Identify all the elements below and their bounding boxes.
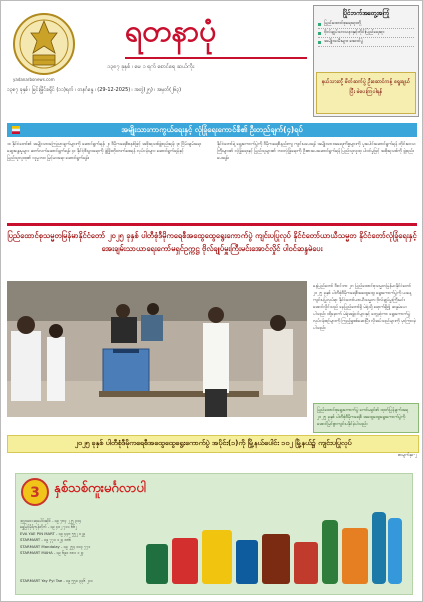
ad-contact: STARMART Mandalay - ၀၉ ၂၅၄ ၀၀၃ ၇၇၁ [20, 543, 91, 549]
election-banner [7, 435, 419, 453]
election-note-box [313, 403, 419, 433]
sidebar-box [313, 5, 419, 117]
masthead-rule [125, 57, 307, 59]
objectives-column-right: နိုင်ငံတော်ရဲ့ ရွေးကောက်ပွဲကို ဒီမိုကရေစီနည်းကျ ကျင်းပပေးရန် အမျိုးသားအရေးကိစ္စများကို ပူးပေါင်းဆောင်ရွက်ရန် တိုင်းဒေသကြီးများ၏ လုံခြုံရေးနှင့် ပြည်သူများ၏ ဘဝလုံခြုံရေးကို ဦးစားပေးဆောင်ရွက်ရန် ပြည်သူလူထု ပါဝင်မှုဖြင့် အစိုးရသစ်ကို ဖွဲ့စည်းပေးရန်။ [217, 142, 416, 162]
ad-contact: ဒုလ္လာဝေး ဆုပေါင်းဆိုင် - ၀၉ ၇၈၄ ၂၂၅ ၃၁၄ [20, 518, 82, 523]
royal-emblem-icon [11, 11, 77, 77]
masthead [7, 5, 307, 93]
svg-text:3: 3 [30, 485, 40, 501]
brand-logo-icon [20, 477, 50, 507]
ad-contact-list [20, 518, 140, 556]
website-label: yadanarbonews.com [13, 77, 55, 82]
sidebar-title: ပြိုင်ဘက်အတွေ့အကြုံ [342, 10, 390, 17]
product-lineup-illustration [146, 500, 406, 588]
sidebar-highlight-text: နယ်သားတို့ မိတ်ဆက်ပွဲ ဦးဆောင်ကန့် ရွေးချယ်ပြီး မဲပေးကြပါရန် [321, 79, 411, 95]
objectives-columns [7, 141, 417, 217]
voting-photo [7, 281, 307, 417]
ad-title: နှစ်သစ်ကူးမင်္ဂလာပါ [54, 481, 146, 496]
objectives-banner [7, 123, 417, 137]
main-headline: ပြည်ထောင်စုသမ္မတမြန်မာနိုင်ငံတော် ၂၀၂၅ ခုနှစ် ပါတီစုံဒီမိုကရေစီအထွေထွေရွေးကောက်ပွဲ ကျင်းပပြုလုပ် နိုင်ငံတော်ယာယီသမ္မတ နိုင်ငံတော်လုံခြုံရေးနှင့် အေးချမ်းသာယာရေးကော်မရှင်ဥက္ကဋ္ဌ ဗိုလ်ချုပ်မှူးကြီးမင်းအောင်လှိုင် ပါဝင်ဆန္ဒမဲပေး [7, 231, 417, 253]
objectives-column-left: ၁။ နိုင်ငံတော်၏ အမျိုးသားကြေညာချက်များကို ဆောင်ရွက်ရန်၊ ၂။ ဒီမိုကရေစီစနစ်ဖြင့် အစိုးရသစ်ဖွဲ့စည်းရန်၊ ၃။ ငြိမ်းချမ်းရေးဆွေးနွေးမှုများ ဆက်လက်ဆောင်ရွက်ရန်၊ ၄။ နိုင်ငံ့စီးပွားရေးကို ဖွံ့ဖြိုးတိုးတက်စေရန် လုပ်ငန်းများ ဆောင်ရွက်ရန်နှင့် ပြည်သူလူထု၏ လူမှုဘဝ မြင့်မားရေး ဆောင်ရွက်ရန်။ [7, 142, 201, 162]
page-continuation: စာမျက်နှာ-၂ [397, 453, 417, 458]
newspaper-title: ရတနာပုံ [125, 14, 217, 49]
election-note-text: ပြည်ထောင်စုရွေးကောက်ပွဲ ကော်မရှင်၏ ထုတ်ပြန်ချက်အရ ၂၀၂၅ ခုနှစ် ပါတီစုံဒီမိုကရေစီ အထွေထွေရွေးကောက်ပွဲကို အောင်မြင်စွာကျင်းပနိုင်ခဲ့ပါသည်။ [317, 408, 408, 427]
objectives-headline: အမျိုးသားကာကွယ်ရေးနှင့် လုံခြုံရေးကောင်စီ၏ ဦးတည်ချက်(၄)ရပ် [121, 125, 303, 134]
main-story: နေပြည်တော် ဒီဇင်ဘာ ၂၈ ပြည်ထောင်စုသမ္မတမြန်မာနိုင်ငံတော် ၂၀၂၅ ခုနှစ် ပါတီစုံဒီမိုကရေစီအထွေထွေ ရွေးကောက်ပွဲကို ယနေ့ကျင်းပပြုလုပ်ရာ နိုင်ငံတော်ယာယီသမ္မတ ဗိုလ်ချုပ်မှူးကြီးမင်းအောင်လှိုင်သည် နေပြည်တော်ရှိ မဲရုံသို့ ရောက်ရှိ၍ ဆန္ဒမဲပေးပါသည်။ ထို့နောက် မဲရုံအဖွဲ့ဝင်များနှင့် တွေ့ဆုံကာ ရွေးကောက်ပွဲ လုပ်ငန်းစဉ်များကို ကြည့်ရှုစစ်ဆေးပြီး လိုအပ်သည်များကို မှာကြားခဲ့ပါသည်။ [313, 284, 416, 331]
section-divider [7, 223, 417, 226]
sidebar-item: ဗိုလ်ချုပ်သာသနာနှင့်တိုင်းပြည်ရေးရာ [318, 29, 414, 38]
masthead-subtitle: ၁၃၈၇ ခုနှစ် ၊ မေ ၁ ရက် စောင်ရေ ဆယ်ကိုး [107, 64, 195, 70]
ad-bottom-contact: STARMART Yay Pyi Tae - ၀၉ ၅၅၀ ၃၃၆ ၂၁၁ [20, 578, 93, 583]
ad-contact: STARMART - ၀၉ ၇၇၁ ၁၂၄ ၈၈၆ [20, 537, 71, 543]
sidebar-highlight [316, 72, 416, 114]
ad-contact: STARMART MAHA - ၀၉ ၆၉၀ ၈၈၁ ၁၂၃ [20, 550, 84, 556]
ad-contact: EVA YAE PIN MART - ၀၉ ၄၄၈ ၅၅၂ ၀၂၉ [20, 530, 86, 536]
advertisement [15, 473, 413, 595]
ad-contact: ရွှေမြင့်မိုရ်ကုန်တိုက် - ၀၉ ၄၀၂ ၇၁၁ ၆၆၂ [20, 524, 78, 530]
sidebar-item: အမျိုးသမီးများ အောင်ပွဲ [318, 38, 414, 47]
voting-scene-illustration [7, 281, 307, 417]
dateline: ၁၃၈၇ ခုနှစ် ၊ မြင်းမြိုင်ခရိုင် (၁၁)ရက် ၊ တနင်္ဂနွေ ၊ (29-12-2025) ၊ အတွဲ(၂၅) ၊ အမှတ်(၂၆၃) [7, 87, 182, 93]
election-banner-headline: ၂၀၂၅ ခုနှစ် ပါတီစုံဒီမိုကရေစီအထွေထွေရွေးကောက်ပွဲ အပိုင်း(၁)ကို မြို့နယ်ပေါင်း ၁၀၂ မြို့နယ်၌ ကျင်းပပြုလုပ် [74, 439, 352, 447]
sidebar-list [318, 20, 414, 47]
sidebar-item: ပြည်ထောင်စုရေးရာတို့ [318, 20, 414, 29]
